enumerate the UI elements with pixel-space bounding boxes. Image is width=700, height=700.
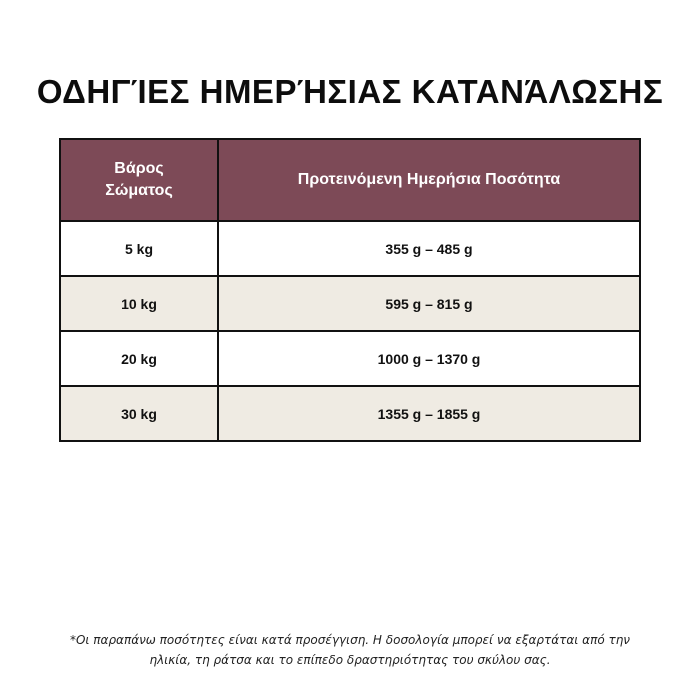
column-header-body-weight <box>60 139 218 221</box>
table-row <box>60 221 640 276</box>
dose-cell: 355 g – 485 g <box>218 221 640 276</box>
footnote-line-1: *Οι παραπάνω ποσότητες είναι κατά προσέγγιση. Η δοσολογία μπορεί να εξαρτάται από την <box>69 633 631 647</box>
table-header-row <box>60 139 640 221</box>
table-row <box>60 276 640 331</box>
footnote-line-2: ηλικία, τη ράτσα και το επίπεδο δραστηριότητας του σκύλου σας. <box>149 653 551 667</box>
dose-cell: 1000 g – 1370 g <box>218 331 640 386</box>
dose-cell: 595 g – 815 g <box>218 276 640 331</box>
column-header-body-weight-line2: Σώματος <box>105 182 173 199</box>
weight-cell: 20 kg <box>60 331 218 386</box>
table-row <box>60 386 640 441</box>
weight-cell: 10 kg <box>60 276 218 331</box>
weight-cell: 30 kg <box>60 386 218 441</box>
weight-cell: 5 kg <box>60 221 218 276</box>
dose-cell: 1355 g – 1855 g <box>218 386 640 441</box>
disclaimer-footnote <box>30 630 670 670</box>
column-header-body-weight-line1: Βάρος <box>114 160 164 177</box>
daily-dosage-table <box>59 138 641 442</box>
page-title: ΟΔΗΓΊΕΣ ΗΜΕΡΉΣΙΑΣ ΚΑΤΑΝΆΛΩΣΗΣ <box>36 73 664 111</box>
column-header-daily-amount: Προτεινόμενη Ημερήσια Ποσότητα <box>218 139 640 221</box>
table-row <box>60 331 640 386</box>
